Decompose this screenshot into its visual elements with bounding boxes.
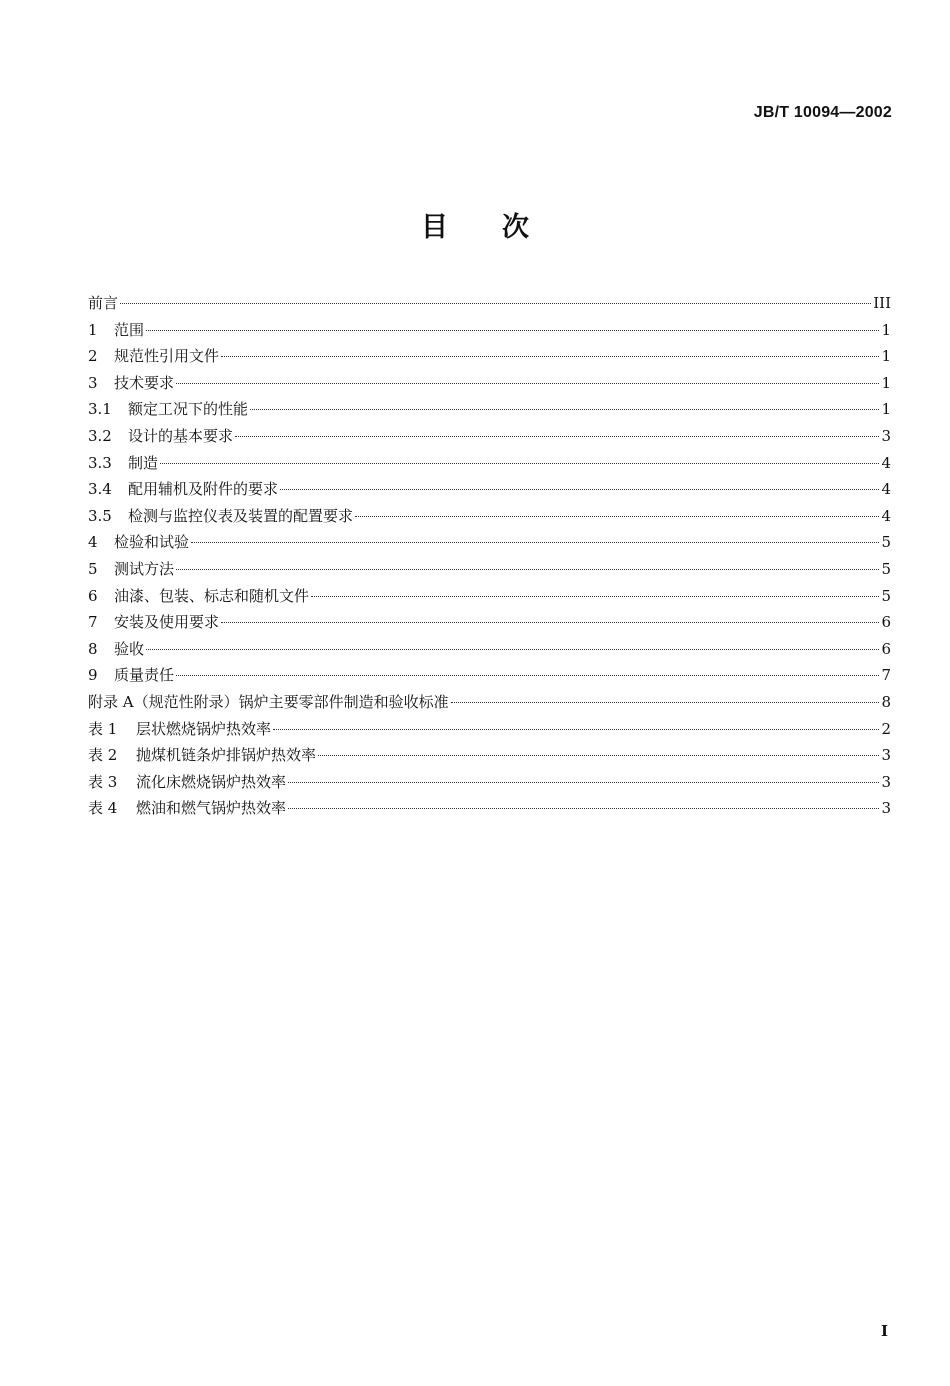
toc-entry-page: 1 [881,347,891,366]
toc-entry-label: 规范性引用文件 [114,347,220,366]
dot-leader [273,729,879,730]
toc-entry[interactable] [88,611,891,638]
dot-leader [280,489,879,490]
toc-entry[interactable] [88,797,891,824]
dot-leader [311,596,879,597]
toc-entry[interactable] [88,319,891,346]
dot-leader [146,330,879,331]
dot-leader [176,569,879,570]
toc-entry-number: 3.4 [88,480,112,499]
toc-entry[interactable] [88,744,891,771]
toc-entry-page: 1 [881,320,891,339]
toc-entry[interactable] [88,558,891,585]
toc-entry-label: 流化床燃烧锅炉热效率 [136,772,287,791]
toc-entry-label: 验收 [114,639,145,658]
toc-entry-number: 表 3 [88,772,118,791]
toc-entry-page: 1 [881,400,891,419]
toc-entry-label: 额定工况下的性能 [128,400,249,419]
page-number: I [880,1322,888,1340]
toc-entry-page: 4 [881,480,891,499]
toc-entry-page: 6 [881,639,891,658]
dot-leader [160,463,879,464]
toc-entry-label: 附录 A（规范性附录）锅炉主要零部件制造和验收标准 [88,692,449,711]
toc-entry-label: 检验和试验 [114,533,190,552]
toc-entry[interactable] [88,398,891,425]
toc-entry[interactable] [88,531,891,558]
toc-entry-page: 3 [881,799,891,818]
toc-entry-label: 前言 [88,294,119,312]
toc-entry[interactable] [88,771,891,798]
toc-entry-label: 范围 [114,320,145,339]
toc-entry[interactable] [88,425,891,452]
toc-entry-number: 4 [88,533,98,552]
table-of-contents [88,292,891,824]
toc-entry[interactable] [88,664,891,691]
dot-leader [146,649,879,650]
toc-entry[interactable] [88,345,891,372]
toc-entry-label: 制造 [128,453,159,472]
standard-code: JB/T 10094—2002 [753,104,892,121]
dot-leader [191,542,879,543]
toc-entry-number: 8 [88,639,98,658]
toc-entry-label: 配用辅机及附件的要求 [128,480,279,499]
toc-entry[interactable] [88,505,891,532]
toc-entry-label: 检测与监控仪表及装置的配置要求 [128,506,354,525]
toc-entry-number: 5 [88,559,98,578]
dot-leader [250,409,879,410]
toc-entry-page: 5 [881,586,891,605]
toc-entry-page: 5 [881,533,891,552]
toc-entry-number: 1 [88,320,98,339]
toc-entry-number: 3.5 [88,506,112,525]
toc-entry[interactable] [88,718,891,745]
toc-entry-number: 7 [88,613,98,632]
toc-entry-page: 5 [881,559,891,578]
toc-entry-label: 抛煤机链条炉排锅炉热效率 [136,746,317,765]
toc-entry-label: 技术要求 [114,373,175,392]
dot-leader [176,383,879,384]
toc-entry-number: 3.3 [88,453,112,472]
dot-leader [176,675,879,676]
toc-entry-page: 4 [881,453,891,472]
toc-entry-page: 3 [881,426,891,445]
toc-entry-number: 3 [88,373,98,392]
toc-entry-number: 9 [88,666,98,685]
toc-entry[interactable] [88,585,891,612]
toc-entry-page: 3 [881,772,891,791]
dot-leader [355,516,879,517]
toc-entry-page: 6 [881,613,891,632]
toc-entry[interactable] [88,691,891,718]
toc-entry-number: 3.1 [88,400,112,419]
toc-entry-label: 油漆、包装、标志和随机文件 [114,586,310,605]
toc-entry-number: 表 2 [88,746,118,765]
toc-entry-label: 安装及使用要求 [114,613,220,632]
toc-entry-page: 4 [881,506,891,525]
toc-entry-label: 燃油和燃气锅炉热效率 [136,799,287,818]
toc-entry[interactable] [88,372,891,399]
dot-leader [221,356,879,357]
toc-entry-number: 6 [88,586,98,605]
dot-leader [221,622,879,623]
dot-leader [235,436,879,437]
toc-entry-label: 质量责任 [114,666,175,685]
toc-entry-label: 层状燃烧锅炉热效率 [136,719,272,738]
toc-entry[interactable] [88,638,891,665]
toc-entry-number: 2 [88,347,98,366]
toc-entry-page: 7 [881,666,891,685]
toc-entry-page: 3 [881,746,891,765]
dot-leader [288,782,879,783]
dot-leader [288,808,879,809]
toc-entry-label: 设计的基本要求 [128,426,234,445]
dot-leader [318,755,879,756]
toc-entry-page: 2 [881,719,891,738]
dot-leader [120,303,871,304]
toc-entry[interactable] [88,478,891,505]
toc-entry-number: 3.2 [88,426,112,445]
toc-entry[interactable] [88,452,891,479]
toc-entry-number: 表 4 [88,799,118,818]
dot-leader [451,702,879,703]
toc-entry-page: III [873,294,891,312]
toc-entry-page: 8 [881,692,891,711]
toc-entry[interactable] [88,292,891,319]
page-title: 目次 [421,212,583,243]
toc-entry-number: 表 1 [88,719,118,738]
toc-entry-label: 测试方法 [114,559,175,578]
toc-entry-page: 1 [881,373,891,392]
